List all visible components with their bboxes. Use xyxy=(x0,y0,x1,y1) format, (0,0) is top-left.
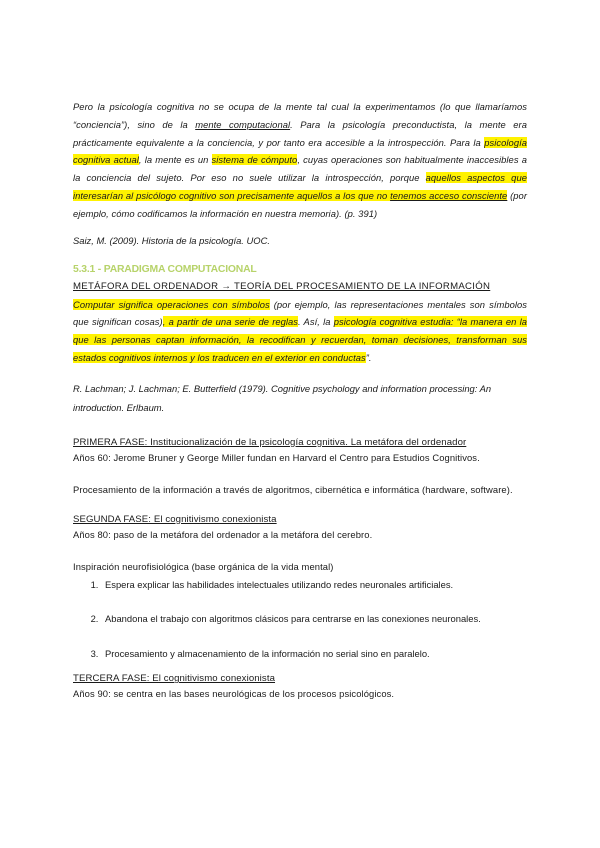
text-segment: , la mente es un xyxy=(138,154,212,166)
text-segment: ”. xyxy=(365,351,372,363)
section-subheading: METÁFORA DEL ORDENADOR → TEORÍA DEL PROCESAMIENTO DE LA INFORMACIÓN xyxy=(73,280,491,292)
phase2-title: SEGUNDA FASE: El cognitivismo conexionista xyxy=(73,513,277,525)
document-page xyxy=(73,98,527,703)
citation-saiz: Saiz, M. (2009). Historia de la psicología. UOC. xyxy=(73,234,270,246)
highlighted-text: psicología cognitiva estudia: “la manera en la que las personas captan información, la recodifican y recuerdan, toman decisiones, transforman sus estados cognitivos internos y los traducen en el exterior en conductas xyxy=(73,316,527,363)
phase2-line1: Años 80: paso de la metáfora del ordenador a la metáfora del cerebro. xyxy=(73,528,373,540)
text-segment: . Para la psicología preconductista, la mente era prácticamente equivalente a la conciencia, y por tanto era accesible a la introspección. Para la xyxy=(73,118,527,148)
highlighted-text: Computar significa operaciones con símbolos xyxy=(73,298,270,310)
phase3-line1: Años 90: se centra en las bases neurológicas de los procesos psicológicos. xyxy=(73,688,395,700)
list-item: 2. Abandona el trabajo con algoritmos clásicos para centrarse en las conexiones neuronales. xyxy=(101,612,527,626)
text-segment: (por ejemplo, cómo codificamos la información en nuestra memoria). (p. 391) xyxy=(73,189,527,219)
text-segment: (por ejemplo, las representaciones mentales son símbolos que significan cosas) xyxy=(73,298,527,328)
phase3-title: TERCERA FASE: El cognitivismo conexionista xyxy=(73,673,276,685)
quote-saiz xyxy=(73,98,527,223)
phase2-line2: Inspiración neurofisiológica (base orgánica de la vida mental) xyxy=(73,561,334,573)
text-segment: , cuyas operaciones son habitualmente inaccesibles a la conciencia del sujeto. Por eso no suele utilizar la introspección, porque xyxy=(73,154,527,184)
highlighted-text: aquellos aspectos que interesarían al psicólogo cognitivo son precisamente aquellos a los que no xyxy=(73,172,527,201)
phase2-list xyxy=(73,578,527,661)
underlined-text: mente computacional xyxy=(195,118,291,130)
quote-lachman xyxy=(73,296,527,367)
highlighted-text: psicología cognitiva actual xyxy=(73,136,527,166)
section-heading: 5.3.1 - PARADIGMA COMPUTACIONAL xyxy=(73,263,257,275)
phase1-line2: Procesamiento de la información a través de algoritmos, cibernética e informática (hardware, software). xyxy=(73,484,513,496)
highlighted-text: , a partir de una serie de reglas xyxy=(162,316,299,328)
highlighted-text: sistema de cómputo xyxy=(211,154,298,166)
highlighted-text: tenemos acceso consciente xyxy=(390,189,508,201)
text-segment: . Así, la xyxy=(298,316,334,328)
text-segment: Pero la psicología cognitiva no se ocupa de la mente tal cual la experimentamos (lo que llamaríamos “conciencia”), sino de la xyxy=(73,101,527,130)
list-item: 3. Procesamiento y almacenamiento de la información no serial sino en paralelo. xyxy=(101,647,527,661)
phase1-title: PRIMERA FASE: Institucionalización de la psicología cognitiva. La metáfora del ordenador xyxy=(73,436,467,448)
citation-lachman: R. Lachman; J. Lachman; E. Butterfield (1979). Cognitive psychology and information processing: An introduction. Erlbaum. xyxy=(73,382,492,413)
phase1-line1: Años 60: Jerome Bruner y George Miller fundan en Harvard el Centro para Estudios Cognitivos. xyxy=(73,451,480,463)
list-item: 1. Espera explicar las habilidades intelectuales utilizando redes neuronales artificiales. xyxy=(101,578,527,592)
